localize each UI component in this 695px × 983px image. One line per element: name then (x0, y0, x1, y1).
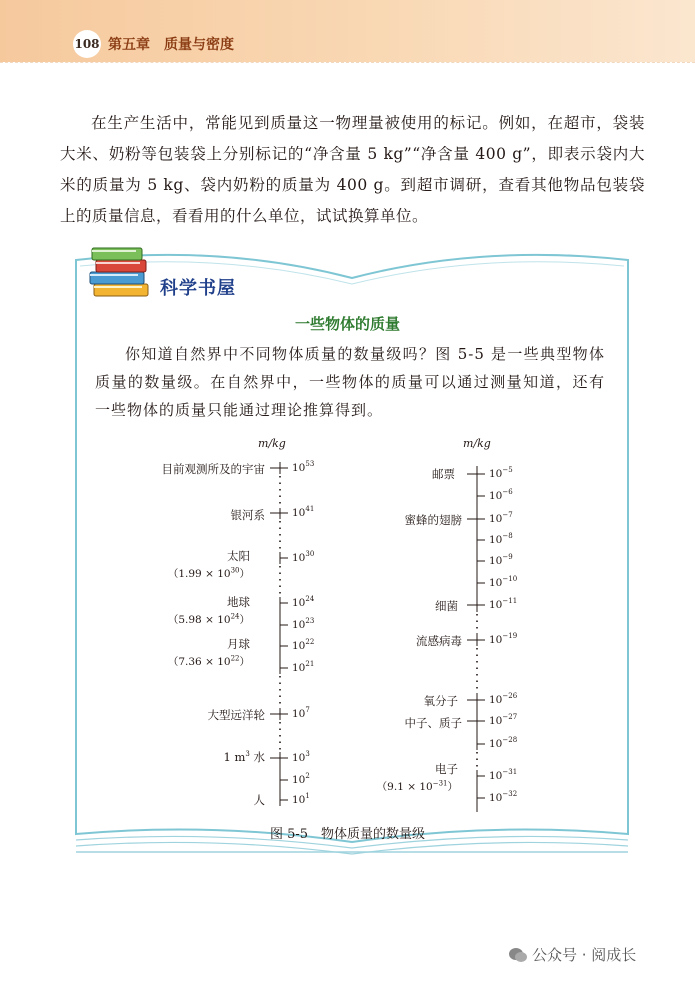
left-object-label: 目前观测所及的宇宙 (161, 462, 265, 476)
left-object-label: 月球 $(7.36 \times 10^{22})$ (167, 637, 250, 668)
left-object-label: 太阳 $(1.99 \times 10^{30})$ (167, 549, 250, 580)
chapter-number: 第五章 (108, 37, 150, 53)
sidebar-title: 一些物体的质量 (294, 315, 400, 333)
right-object-label: 邮票 (432, 467, 455, 481)
left-object-label: 1 $m^3$ 水 (223, 750, 265, 764)
left-tick-label: $10^{41}$ (292, 505, 315, 519)
left-object-label: 人 (253, 793, 265, 807)
right-tick-label: $10^{-10}$ (489, 575, 518, 589)
right-tick-label: $10^{-5}$ (489, 466, 513, 480)
right-object-label: 电子 $(9.1 \times 10^{-31})$ (376, 762, 458, 793)
sidebar-logo-label: 科学书屋 (160, 278, 236, 299)
intro-paragraph: 在生产生活中，常能见到质量这一物理量被使用的标记。例如，在超市，袋装大米、奶粉等包装袋上分别标记的“净含量 5 kg”“净含量 400 g”，即表示袋内大米的质量为 5 kg、袋内奶粉的质量为 400 g。到超市调研，查看其他物品包装袋上的质量信息，看看用的什么单位，试试换算单位。 (60, 114, 645, 225)
right-tick-label: $10^{-31}$ (489, 768, 518, 782)
right-tick-label: $10^{-8}$ (489, 532, 513, 546)
left-object-label: 银河系 (230, 508, 265, 522)
left-tick-label: $10^{22}$ (292, 638, 315, 652)
chapter-title: 质量与密度 (164, 37, 234, 53)
left-tick-label: $10^{24}$ (292, 595, 315, 609)
wechat-icon (508, 947, 528, 963)
left-tick-label: $10^{53}$ (292, 460, 315, 474)
right-tick-label: $10^{-28}$ (489, 736, 518, 750)
right-object-label: 中子、质子 (404, 716, 462, 730)
right-object-label: 细菌 (435, 599, 458, 613)
watermark-text: 公众号 · 阅成长 (532, 946, 637, 964)
left-object-label: 地球 $(5.98 \times 10^{24})$ (167, 595, 250, 626)
right-tick-label: $10^{-9}$ (489, 553, 513, 567)
left-tick-label: $10^{30}$ (292, 550, 315, 564)
right-tick-label: $10^{-32}$ (489, 790, 518, 804)
right-tick-label: $10^{-27}$ (489, 713, 518, 727)
right-tick-label: $10^{-6}$ (489, 488, 513, 502)
left-tick-label: $10^2$ (292, 772, 310, 786)
left-tick-label: $10^{23}$ (292, 617, 315, 631)
figure-caption: 图 5-5 物体质量的数量级 (269, 827, 426, 842)
sidebar-paragraph: 你知道自然界中不同物体质量的数量级吗？图 5-5 是一些典型物体质量的数量级。在自然界中，一些物体的质量可以通过测量知道，还有一些物体的质量只能通过理论推算得到。 (95, 345, 605, 419)
left-tick-label: $10^1$ (292, 792, 310, 806)
left-tick-label: $10^3$ (292, 750, 310, 764)
right-tick-label: $10^{-7}$ (489, 511, 513, 525)
right-axis-unit: m/kg (463, 437, 491, 450)
right-object-label: 氧分子 (423, 694, 458, 708)
right-tick-label: $10^{-19}$ (489, 632, 518, 646)
right-tick-label: $10^{-26}$ (489, 692, 518, 706)
left-tick-label: $10^7$ (292, 706, 310, 720)
left-object-label: 大型远洋轮 (207, 708, 265, 722)
right-tick-label: $10^{-11}$ (489, 597, 518, 611)
left-tick-label: $10^{21}$ (292, 660, 315, 674)
page-number: 108 (73, 30, 101, 58)
left-axis-unit: m/kg (258, 437, 286, 450)
right-object-label: 蜜蜂的翅膀 (404, 513, 462, 527)
right-object-label: 流感病毒 (416, 634, 462, 648)
